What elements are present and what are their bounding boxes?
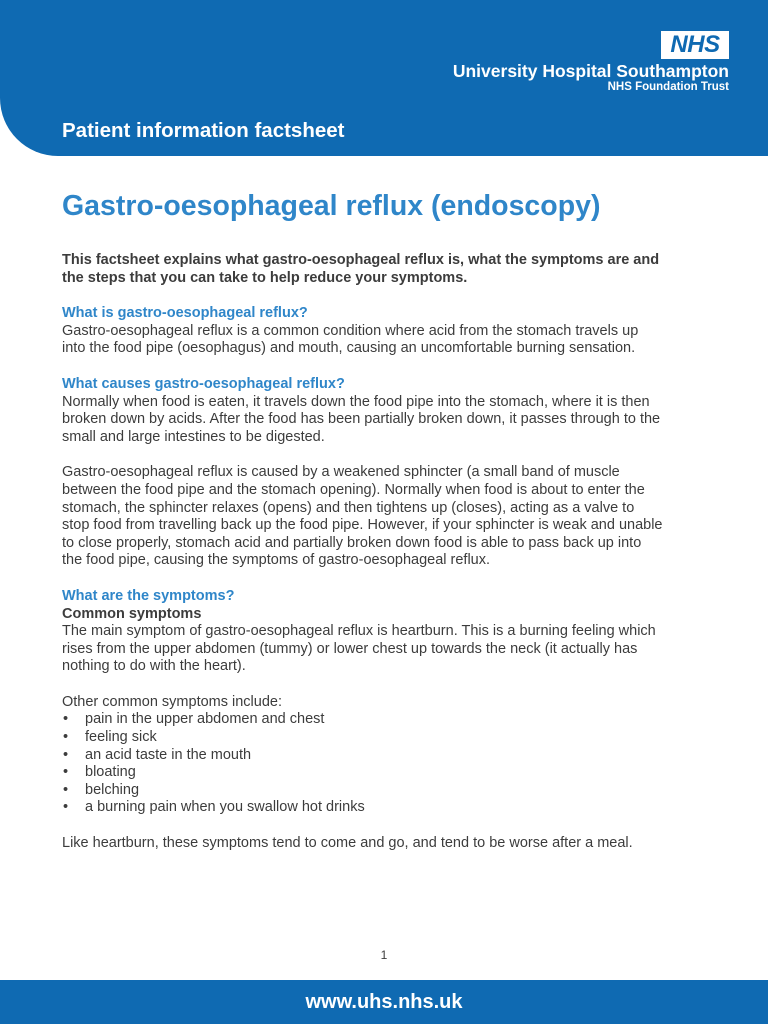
text-line: The main symptom of gastro-oesophageal reflux is heartburn. This is a burning feeling which [62,623,656,640]
symptom-list [62,711,712,817]
header-banner [0,0,768,156]
intro-line: This factsheet explains what gastro-oesophageal reflux is, what the symptoms are and [62,252,660,268]
page-title: Gastro-oesophageal reflux (endoscopy) [62,190,601,222]
website-link[interactable]: www.uhs.nhs.uk [305,991,463,1013]
bullet-icon: • [63,746,69,763]
text-line: stop food from travelling back up the food pipe. However, if your sphincter is weak and unable [62,517,663,534]
list-item: • pain in the upper abdomen and chest [63,711,325,728]
section-heading-what-is: What is gastro-oesophageal reflux? [62,305,308,322]
main-content [62,188,712,853]
list-intro: Other common symptoms include: [62,693,282,710]
section-heading-symptoms: What are the symptoms? [62,587,235,604]
closing-text: Like heartburn, these symptoms tend to come and go, and tend to be worse after a meal. [62,835,633,852]
intro-paragraph [62,252,712,287]
bullet-icon: • [63,729,69,746]
text-line: broken down by acids. After the food has been partially broken down, it passes through to the [62,411,661,428]
text-line: into the food pipe (oesophagus) and mouth, causing an uncomfortable burning sensation. [62,340,636,357]
document-type: Patient information factsheet [62,119,345,142]
text-line: rises from the upper abdomen (tummy) or lower chest up towards the neck (it actually has [62,640,638,657]
bullet-icon: • [63,764,69,781]
section-heading-causes: What causes gastro-oesophageal reflux? [62,375,345,392]
bullet-icon: • [63,711,69,728]
footer-banner [0,980,768,1024]
text-line: nothing to do with the heart). [62,658,246,675]
section-symptoms-para1 [62,623,712,676]
text-line: the food pipe, causing the symptoms of gastro-oesophageal reflux. [62,552,491,569]
org-name: University Hospital Southampton [452,61,729,81]
org-subtitle: NHS Foundation Trust [607,81,729,93]
section-causes-para2 [62,464,712,570]
section-what-is-text [62,323,712,358]
text-line: Gastro-oesophageal reflux is a common condition where acid from the stomach travels up [62,322,639,339]
text-line: Gastro-oesophageal reflux is caused by a weakened sphincter (a small band of muscle [62,464,620,481]
list-item: • bloating [63,764,136,781]
text-line: stomach, the sphincter relaxes (opens) and then tightens up (closes), acting as a valve to [62,499,635,516]
list-item: • a burning pain when you swallow hot drinks [63,799,365,816]
list-item: • feeling sick [63,729,157,746]
page-number: 1 [380,948,388,962]
nhs-logo: NHS [661,31,729,59]
text-line: Normally when food is eaten, it travels down the food pipe into the stomach, where it is then [62,393,650,410]
text-line: between the food pipe and the stomach opening). Normally when food is about to enter the [62,481,645,498]
text-line: to close properly, stomach acid and partially broken down food is able to pass back up into [62,534,642,551]
bullet-icon: • [63,799,69,816]
text-line: small and large intestines to be digested. [62,428,325,445]
section-causes-para1 [62,394,712,447]
list-item: • belching [63,781,140,798]
list-item: • an acid taste in the mouth [63,746,252,763]
bullet-icon: • [63,781,69,798]
intro-line: the steps that you can take to help reduce your symptoms. [62,269,468,286]
subheading-common-symptoms: Common symptoms [62,605,202,622]
